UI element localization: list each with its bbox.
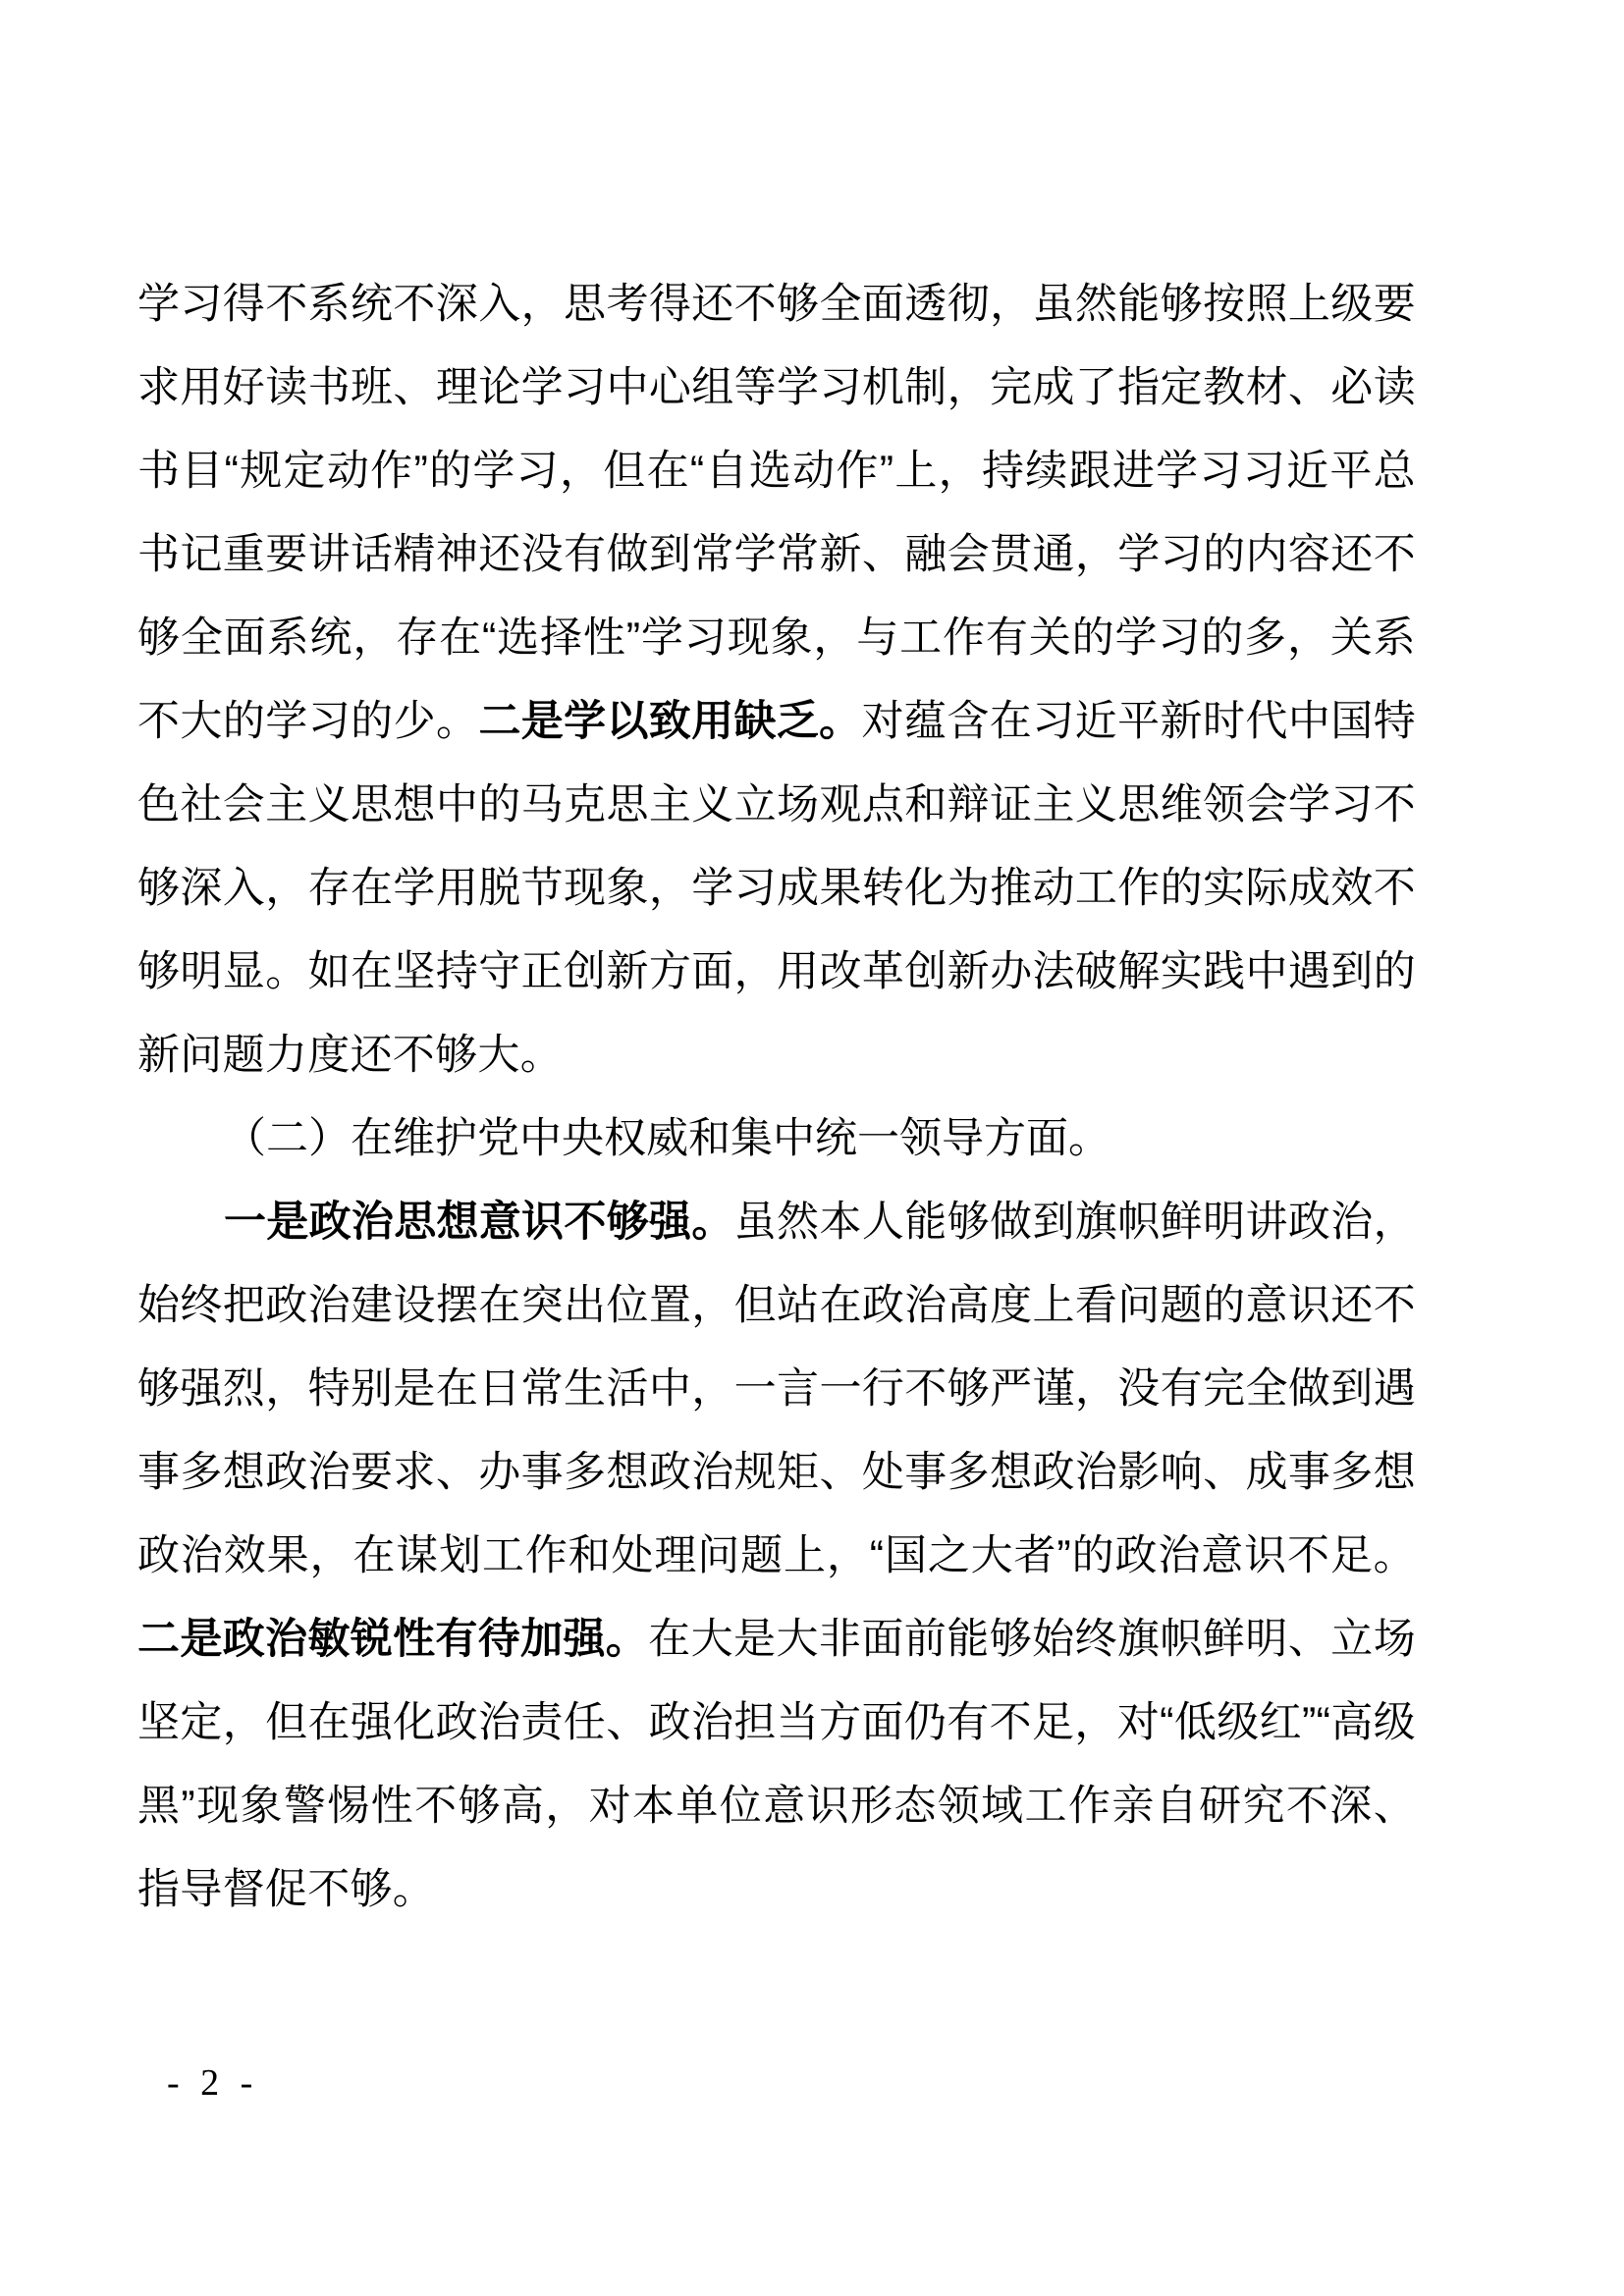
body-paragraph bbox=[137, 263, 1416, 1097]
body-paragraph bbox=[137, 1181, 1416, 1932]
text-run: （二）在维护党中央权威和集中统一领导方面。 bbox=[224, 1115, 1110, 1162]
bold-text-run: 二是学以致用缺乏。 bbox=[478, 698, 862, 745]
text-run: 在大是大非面前能够始终旗帜鲜明、立场坚定，但在强化政治责任、政治担当方面仍有不足，对“低级红”“高级黑”现象警惕性不够高，对本单位意识形态领域工作亲自研究不深、指导督促不够。 bbox=[137, 1616, 1416, 1913]
text-run: 对蕴含在习近平新时代中国特色社会主义思想中的马克思主义立场观点和辩证主义思维领会学习不够深入，存在学用脱节现象，学习成果转化为推动工作的实际成效不够明显。如在坚持守正创新方面，用改革创新办法破解实践中遇到的新问题力度还不够大。 bbox=[137, 698, 1416, 1079]
section-heading bbox=[137, 1097, 1416, 1181]
text-run: 虽然本人能够做到旗帜鲜明讲政治，始终把政治建设摆在突出位置，但站在政治高度上看问题的意识还不够强烈，特别是在日常生活中，一言一行不够严谨，没有完全做到遇事多想政治要求、办事多想政治规矩、处事多想政治影响、成事多想政治效果，在谋划工作和处理问题上，“国之大者”的政治意识不足。 bbox=[137, 1199, 1416, 1579]
document-body bbox=[137, 263, 1416, 1932]
page-number: - 2 - bbox=[167, 2062, 259, 2104]
bold-text-run: 一是政治思想意识不够强。 bbox=[224, 1199, 734, 1246]
bold-text-run: 二是政治敏锐性有待加强。 bbox=[137, 1616, 649, 1663]
text-run: 学习得不系统不深入，思考得还不够全面透彻，虽然能够按照上级要求用好读书班、理论学习中心组等学习机制，完成了指定教材、必读书目“规定动作”的学习，但在“自选动作”上，持续跟进学习习近平总书记重要讲话精神还没有做到常学常新、融会贯通，学习的内容还不够全面系统，存在“选择性”学习现象，与工作有关的学习的多，关系不大的学习的少。 bbox=[137, 281, 1416, 745]
page-footer bbox=[137, 2061, 1416, 2105]
